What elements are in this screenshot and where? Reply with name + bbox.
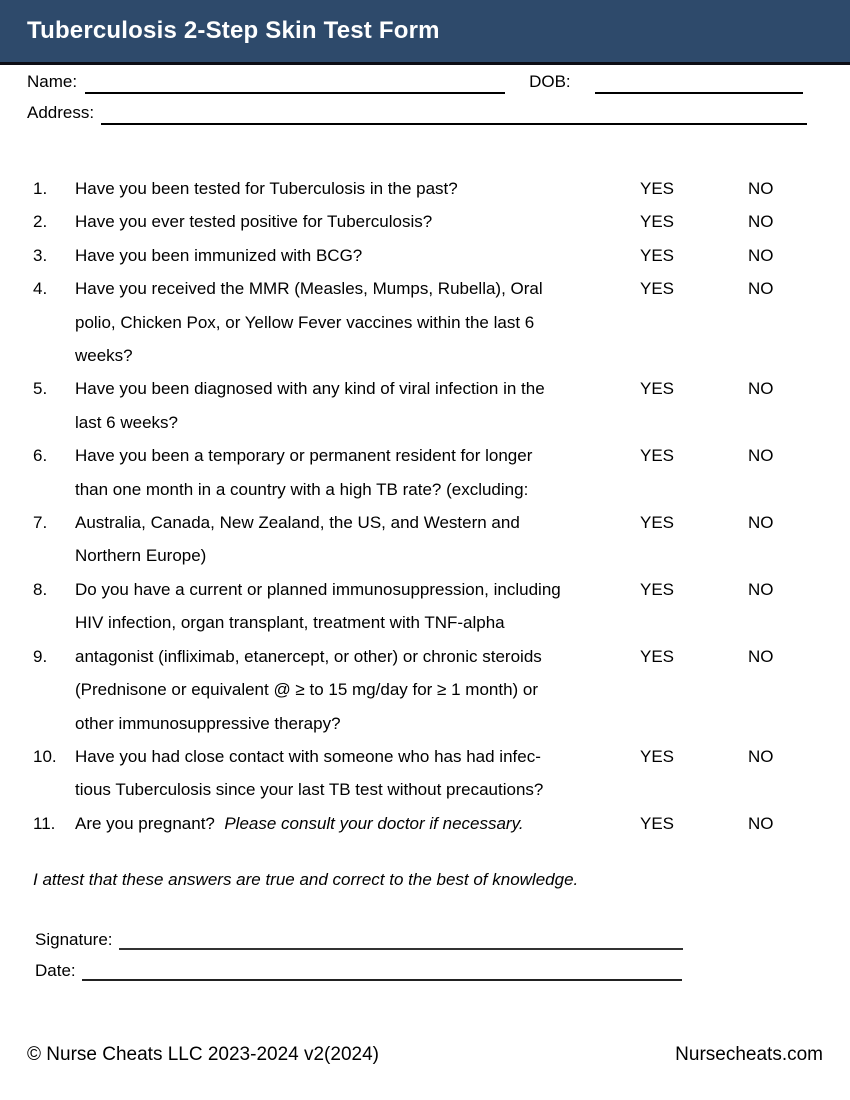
question-number: 5. — [33, 379, 48, 399]
address-row — [27, 99, 810, 125]
question-text — [75, 740, 640, 807]
question-number: 6. — [33, 446, 48, 466]
date-label: Date: — [35, 961, 76, 980]
no-option[interactable]: NO — [748, 513, 774, 533]
yes-option[interactable]: YES — [640, 212, 675, 232]
question-number: 7. — [33, 513, 48, 533]
yes-option[interactable]: YES — [640, 579, 675, 599]
yes-option[interactable]: YES — [640, 446, 675, 466]
no-option[interactable]: NO — [748, 379, 774, 399]
yes-option[interactable]: YES — [640, 379, 675, 399]
dob-input-line[interactable] — [595, 72, 803, 94]
question-number: 8. — [33, 579, 48, 599]
question-line: tious Tuberculosis since your last TB test without precautions? — [75, 780, 544, 800]
question-text — [75, 573, 640, 640]
question-line: other immunosuppressive therapy? — [75, 713, 341, 733]
website-link[interactable]: Nursecheats.com — [675, 1044, 823, 1065]
name-dob-row — [27, 68, 810, 94]
question-text — [75, 640, 640, 740]
name-label: Name: — [27, 72, 78, 91]
question-text — [75, 807, 640, 840]
copyright-text: © Nurse Cheats LLC 2023-2024 v2(2024) — [27, 1044, 379, 1065]
question-text — [75, 172, 640, 205]
question-text — [75, 239, 640, 272]
question-number: 10. — [33, 746, 57, 766]
question-row — [33, 239, 820, 272]
question-row — [33, 205, 820, 238]
question-text — [75, 372, 640, 439]
question-line: HIV infection, organ transplant, treatment with TNF-alpha — [75, 613, 505, 633]
question-row — [33, 807, 820, 840]
question-line: Have you been immunized with BCG? — [75, 245, 363, 265]
question-number: 3. — [33, 245, 48, 265]
yes-option[interactable]: YES — [640, 646, 675, 666]
signature-label: Signature: — [35, 930, 113, 949]
date-row — [35, 955, 682, 981]
question-row — [33, 506, 820, 573]
question-line: Are you pregnant? Please consult your doctor if necessary. — [75, 813, 524, 833]
question-line: Have you been a temporary or permanent resident for longer — [75, 446, 533, 466]
question-line: than one month in a country with a high TB rate? (excluding: — [75, 479, 529, 499]
no-option[interactable]: NO — [748, 245, 774, 265]
address-input-line[interactable] — [101, 103, 807, 125]
signature-input-line[interactable] — [119, 928, 683, 950]
no-option[interactable]: NO — [748, 579, 774, 599]
no-option[interactable]: NO — [748, 446, 774, 466]
dob-label: DOB: — [529, 72, 571, 91]
question-number: 4. — [33, 279, 48, 299]
questions-list — [33, 172, 820, 840]
question-line: weeks? — [75, 346, 133, 366]
page-title: Tuberculosis 2-Step Skin Test Form — [27, 17, 440, 44]
question-line: polio, Chicken Pox, or Yellow Fever vaccines within the last 6 — [75, 312, 535, 332]
question-line: antagonist (infliximab, etanercept, or other) or chronic steroids — [75, 646, 542, 666]
question-note-italic: Please consult your doctor if necessary. — [214, 813, 524, 833]
question-number: 2. — [33, 212, 48, 232]
question-line: Have you had close contact with someone who has had infec- — [75, 746, 541, 766]
question-text — [75, 272, 640, 372]
attestation-text: I attest that these answers are true and correct to the best of knowledge. — [33, 870, 579, 889]
question-line: Have you received the MMR (Measles, Mumps, Rubella), Oral — [75, 279, 543, 299]
yes-option[interactable]: YES — [640, 179, 675, 198]
footer — [27, 1044, 823, 1066]
header-band — [0, 0, 850, 65]
no-option[interactable]: NO — [748, 813, 774, 833]
question-row — [33, 172, 820, 205]
question-row — [33, 372, 820, 439]
question-line: Do you have a current or planned immunosuppression, including — [75, 579, 561, 599]
name-input-line[interactable] — [85, 72, 505, 94]
question-row — [33, 573, 820, 640]
question-line: Have you ever tested positive for Tuberculosis? — [75, 212, 433, 232]
question-number: 1. — [33, 179, 48, 198]
question-text — [75, 205, 640, 238]
question-line: (Prednisone or equivalent @ ≥ to 15 mg/day for ≥ 1 month) or — [75, 680, 539, 700]
no-option[interactable]: NO — [748, 646, 774, 666]
yes-option[interactable]: YES — [640, 513, 675, 533]
no-option[interactable]: NO — [748, 746, 774, 766]
question-number: 11. — [33, 813, 56, 833]
signature-row — [35, 924, 683, 950]
question-text — [75, 506, 640, 573]
question-row — [33, 439, 820, 506]
yes-option[interactable]: YES — [640, 746, 675, 766]
question-row — [33, 740, 820, 807]
yes-option[interactable]: YES — [640, 813, 675, 833]
date-input-line[interactable] — [82, 959, 682, 981]
question-line: last 6 weeks? — [75, 412, 178, 432]
no-option[interactable]: NO — [748, 212, 774, 232]
question-line: Have you been tested for Tuberculosis in the past? — [75, 179, 458, 198]
question-text — [75, 439, 640, 506]
question-row — [33, 272, 820, 372]
question-number: 9. — [33, 646, 48, 666]
address-label: Address: — [27, 103, 95, 122]
question-line: Have you been diagnosed with any kind of viral infection in the — [75, 379, 545, 399]
no-option[interactable]: NO — [748, 179, 774, 198]
question-line: Australia, Canada, New Zealand, the US, and Western and — [75, 513, 520, 533]
no-option[interactable]: NO — [748, 279, 774, 299]
yes-option[interactable]: YES — [640, 245, 675, 265]
question-line: Northern Europe) — [75, 546, 207, 566]
yes-option[interactable]: YES — [640, 279, 675, 299]
question-row — [33, 640, 820, 740]
